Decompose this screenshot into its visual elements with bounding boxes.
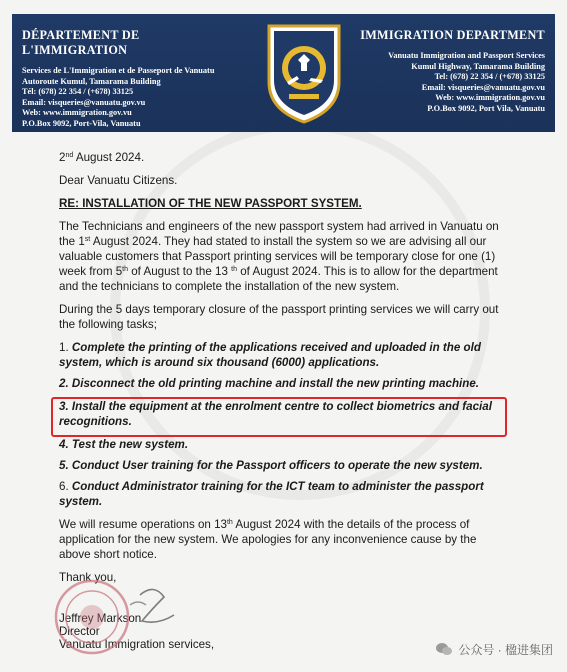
task-item-1: 1. Complete the printing of the applications received and uploaded in the old system, which is around six thousand (6000) applications. xyxy=(59,341,481,369)
letterhead-english xyxy=(325,28,545,115)
task-item-5: 5. Conduct User training for the Passport officers to operate the new system. xyxy=(59,459,483,472)
letterhead-english-line: Tel: (678) 22 354 / (+678) 33125 xyxy=(434,72,545,82)
letterhead-english-line: Vanuatu Immigration and Passport Services xyxy=(388,51,545,60)
official-stamp-icon xyxy=(42,575,182,657)
letter-salutation: Dear Vanuatu Citizens. xyxy=(59,174,178,187)
task-item-4: 4. Test the new system. xyxy=(59,438,189,451)
task-item-2: 2. Disconnect the old printing machine and install the new printing machine. xyxy=(59,377,480,390)
wechat-icon xyxy=(435,640,453,658)
wechat-watermark-label: 公众号 · 楹进集团 xyxy=(458,642,553,657)
letterhead-french-web: Web: www.immigration.gov.vu xyxy=(22,108,132,118)
letterhead-english-web: Web: www.immigration.gov.vu xyxy=(435,93,545,103)
letterhead-french-line: Tél: (678) 22 354 / (+678) 33125 xyxy=(22,87,134,97)
letterhead-french-line: Services de L'Immigration et de Passeport de Vanuatu xyxy=(22,66,215,75)
paragraph-resume: We will resume operations on 13th August 2024 with the details of the process of application for the new system. We apologies for any inconvenience cause by the above short notice. xyxy=(59,518,477,561)
letter-subject: RE: INSTALLATION OF THE NEW PASSPORT SYSTEM. xyxy=(59,197,362,210)
letterhead-english-title: IMMIGRATION DEPARTMENT xyxy=(360,28,545,42)
letterhead-french-line: P.O.Box 9092, Port-Vila, Vanuatu xyxy=(22,118,141,128)
wechat-watermark xyxy=(435,640,553,658)
letterhead-english-email: Email: visqueries@vanuatu.gov.vu xyxy=(421,82,545,92)
letter-closing: Thank you, xyxy=(59,571,117,584)
letterhead-english-line: Kumul Highway, Tamarama Building xyxy=(411,61,545,71)
letterhead-french xyxy=(22,28,247,130)
signer-organization: Vanuatu Immigration services, xyxy=(59,638,215,651)
paragraph-intro: The Technicians and engineers of the new passport system had arrived in Vanuatu on the 1st August 2024. They had stated to install the system so we are advising all our valuable customers that Passport printing services will be temporary close for one (1) week from 5th of August to the 13 $^{th}$ of August 2024. This is to allow for the department and the technicians to complete the installation of the new system. xyxy=(59,220,499,293)
task-item-3: 3. Install the equipment at the enrolment centre to collect biometrics and facial recognitions. xyxy=(59,400,492,428)
letterhead-french-email: Email: visqueries@vanuatu.gov.vu xyxy=(22,97,146,107)
paragraph-tasks-intro: During the 5 days temporary closure of the passport printing services we will carry out the following tasks; xyxy=(59,303,499,331)
signer-title: Director xyxy=(59,625,100,638)
letterhead-french-title: DÉPARTEMENT DE L'IMMIGRATION xyxy=(22,28,140,57)
letterhead-french-line: Autoroute Kumul, Tamarama Building xyxy=(22,76,161,86)
letterhead xyxy=(12,14,555,132)
signer-name: Jeffrey Markson xyxy=(59,612,142,625)
task-item-6: 6. Conduct Administrator training for the ICT team to administer the passport system. xyxy=(59,480,484,508)
letter-date: 2nd August 2024. xyxy=(59,151,145,164)
letterhead-english-line: P.O.Box 9092, Port Vila, Vanuatu xyxy=(427,103,545,113)
